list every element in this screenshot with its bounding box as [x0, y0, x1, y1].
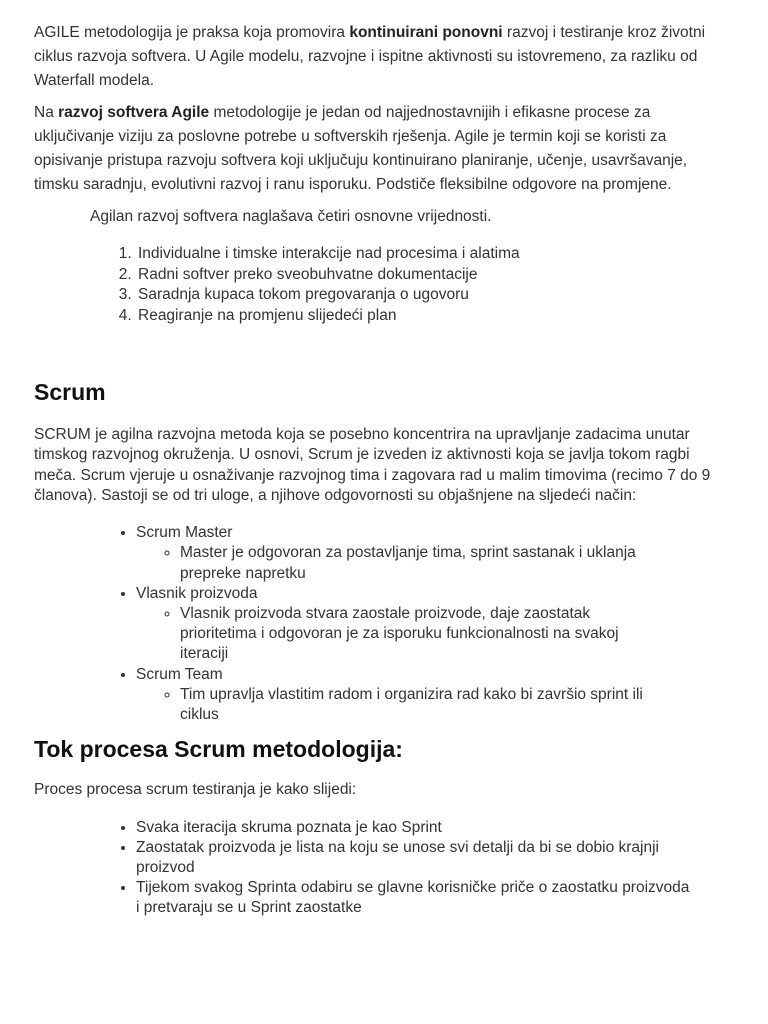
intro-paragraph-1: AGILE metodologija je praksa koja promovira kontinuirani ponovni razvoj i testiranje kroz životni ciklus razvoja softvera. U Agile modelu, razvojne i ispitne aktivnosti su istovremeno, za razliku od Waterfall modela. — [34, 24, 706, 89]
role-detail-list — [136, 604, 656, 665]
list-item: 3. Saradnja kupaca tokom pregovaranja o ugovoru — [136, 285, 734, 306]
bold-phrase: razvoj softvera Agile — [58, 104, 210, 121]
role-detail-list — [136, 543, 656, 583]
scrum-description: SCRUM je agilna razvojna metoda koja se posebno koncentrira na upravljanje zadacima unutar timskog razvojnog okruženja. U osnovi, Scrum je izveden iz aktivnosti koja se javlja tokom ragbi meča. Scrum vjeruje u osnaživanje razvojnog tima i zagovara rad u malim timovima (recimo 7 do 9 članova). Sastoji se od tri uloge, a njihove odgovornosti su objašnjene na sljedeći način: — [34, 426, 711, 504]
role-name: Vlasnik proizvoda — [136, 584, 258, 602]
list-item: • Svaka iteracija skruma poznata je kao Sprint — [136, 818, 696, 838]
list-item — [136, 523, 656, 584]
role-name: Scrum Team — [136, 665, 223, 683]
role-detail-list — [136, 685, 656, 725]
list-item: • Tijekom svakog Sprinta odabiru se glavne korisničke priče o zaostatku proizvoda i pretvaraju se u Sprint zaostatke — [136, 878, 696, 918]
process-intro: Proces procesa scrum testiranja je kako slijedi: — [34, 781, 357, 799]
intro-paragraph-2: Na razvoj softvera Agile metodologije je jedan od najjednostavnijih i efikasne procese za uključivanje viziju za poslovne potrebe u softverskih rješenja. Agile je termin koji se koristi za opisivanje pristupa razvoju softvera koji uključuju kontinuirano planiranje, učenje, usavršavanje, timsku saradnju, evolutivni razvoj i ranu isporuku. Podstiče fleksibilne odgovore na promjene. — [34, 104, 688, 193]
values-intro: Agilan razvoj softvera naglašava četiri osnovne vrijednosti. — [90, 208, 492, 225]
role-name: Scrum Master — [136, 524, 233, 542]
list-item: ◦ Vlasnik proizvoda stvara zaostale proizvode, daje zaostatak prioritetima i odgovoran je za isporuku funkcionalnosti na svakoj iteraciji — [180, 604, 656, 665]
scrum-roles-list — [34, 523, 656, 725]
list-item: 2. Radni softver preko sveobuhvatne dokumentacije — [136, 265, 734, 286]
scrum-heading: Scrum — [34, 379, 106, 405]
list-item: • Zaostatak proizvoda je lista na koju se unose svi detalji da bi se dobio krajnji proizvod — [136, 838, 696, 878]
process-heading: Tok procesa Scrum metodologija: — [34, 736, 403, 763]
list-item: 1. Individualne i timske interakcije nad procesima i alatima — [136, 244, 734, 265]
values-list — [34, 244, 734, 326]
list-item — [136, 584, 656, 665]
bold-phrase: kontinuirani ponovni — [349, 24, 503, 41]
list-item: ◦ Tim upravlja vlastitim radom i organizira rad kako bi završio sprint ili ciklus — [180, 685, 656, 725]
list-item: ◦ Master je odgovoran za postavljanje tima, sprint sastanak i uklanja prepreke napretku — [180, 543, 656, 583]
process-steps-list — [34, 818, 696, 919]
list-item — [136, 665, 656, 726]
list-item: 4. Reagiranje na promjenu slijedeći plan — [136, 306, 734, 327]
